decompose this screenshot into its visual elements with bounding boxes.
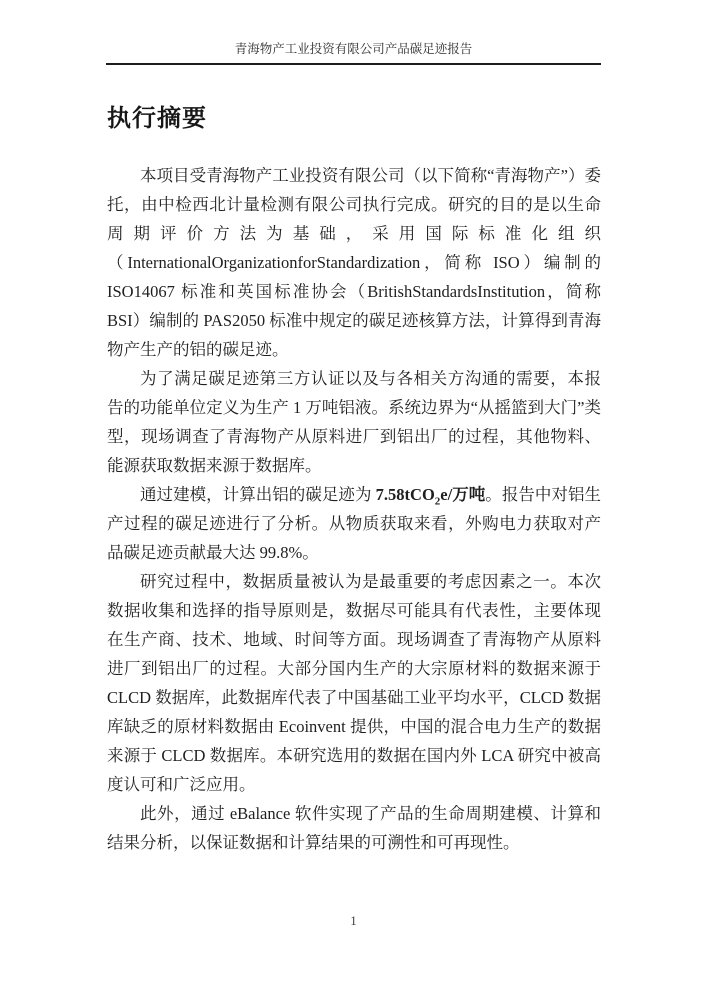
text-run: 7.58tCO: [375, 485, 435, 504]
text-run: e/万吨: [440, 485, 486, 504]
document-content: [107, 103, 601, 857]
paragraph: [107, 799, 601, 857]
text-run: 此外，通过 eBalance 软件实现了产品的生命周期建模、计算和结果分析，以保证数据和计算结果的可溯性和可再现性。: [107, 804, 601, 852]
paragraph: [107, 364, 601, 480]
paragraph: [107, 567, 601, 799]
page-footer: [0, 914, 707, 929]
page-number: 1: [350, 914, 357, 928]
text-run: 2: [434, 495, 441, 508]
text-run: 通过建模，计算出铝的碳足迹为: [140, 485, 376, 504]
header-title: 青海物产工业投资有限公司产品碳足迹报告: [234, 42, 473, 56]
section-title: 执行摘要: [107, 105, 207, 132]
text-run: 本项目受青海物产工业投资有限公司（以下简称“青海物产”）委托，由中检西北计量检测有限公司执行完成。研究的目的是以生命周期评价方法为基础，采用国际标准化组织（InternationalOrganizationforStandardization，简称 ISO）编制的 ISO14067 标准和英国标准协会（BritishStandardsInstitution，简称 BSI）编制的 PAS2050 标准中规定的碳足迹核算方法，计算得到青海物产生产的铝的碳足迹。: [107, 166, 601, 359]
document-body: [107, 161, 601, 857]
page-header: [106, 42, 601, 65]
paragraph: [107, 480, 601, 567]
text-run: 研究过程中，数据质量被认为是最重要的考虑因素之一。本次数据收集和选择的指导原则是，数据尽可能具有代表性，主要体现在生产商、技术、地域、时间等方面。现场调查了青海物产从原料进厂到铝出厂的过程。大部分国内生产的大宗原材料的数据来源于 CLCD 数据库，此数据库代表了中国基础工业平均水平，CLCD 数据库缺乏的原材料数据由 Ecoinvent 提供，中国的混合电力生产的数据来源于 CLCD 数据库。本研究选用的数据在国内外 LCA 研究中被高度认可和广泛应用。: [107, 572, 601, 794]
paragraph: [107, 161, 601, 364]
text-run: 。报告中对铝生产过程的碳足迹进行了分析。从物质获取来看，外购电力获取对产品碳足迹贡献最大达 99.8%。: [107, 485, 602, 562]
text-run: 为了满足碳足迹第三方认证以及与各相关方沟通的需要，本报告的功能单位定义为生产 1 万吨铝液。系统边界为“从摇篮到大门”类型，现场调查了青海物产从原料进厂到铝出厂的过程，其他物料、能源获取数据来源于数据库。: [107, 369, 601, 475]
